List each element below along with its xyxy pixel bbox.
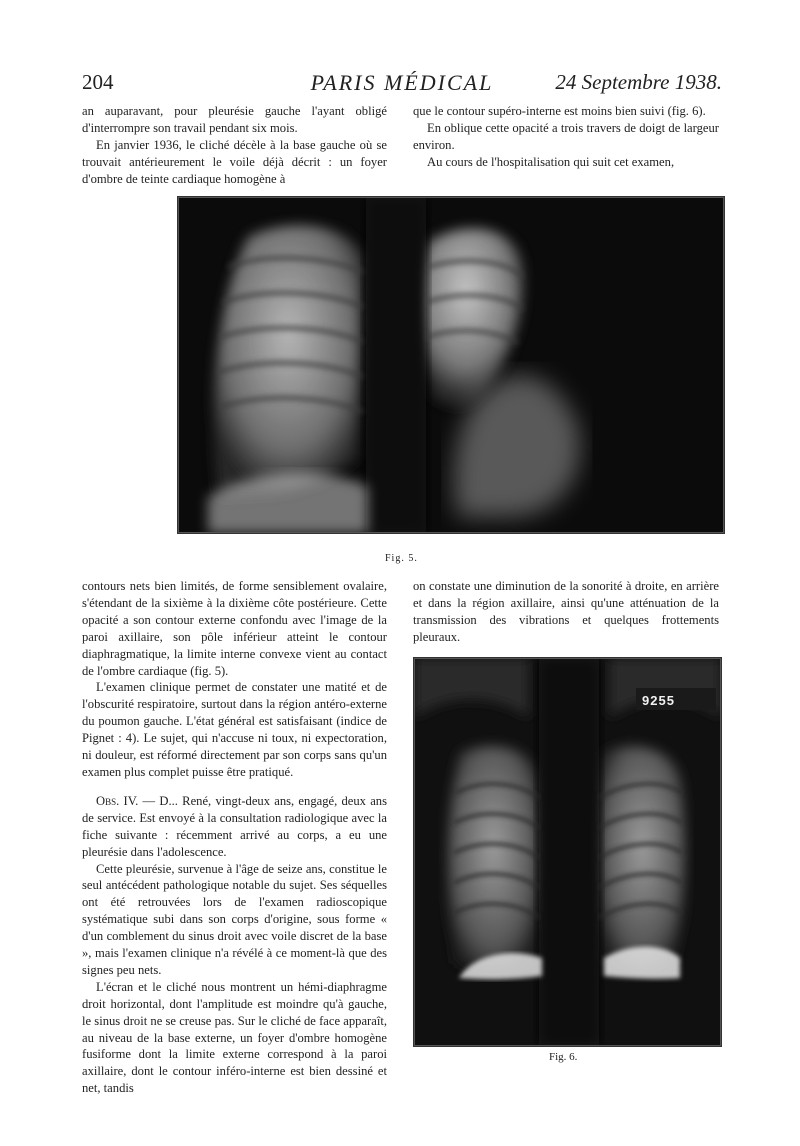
paragraph: L'écran et le cliché nous montrent un hémi-diaphragme droit horizontal, dont l'amplitude est moindre qu'à gauche, le sinus droit ne se creuse pas. Sur le cliché de face apparaît, au niveau de la base externe, un foyer d'ombre homogène fusiforme dont la limite externe correspond à la paroi axillaire, dont le contour inféro-interne est bien dessiné et net, tandis bbox=[82, 979, 387, 1096]
paragraph: En janvier 1936, le cliché décèle à la base gauche où se trouvait antérieurement le voile déjà décrit : un foyer d'ombre de teinte cardiaque homogène à bbox=[82, 137, 387, 186]
paragraph: En oblique cette opacité a trois travers de doigt de largeur environ. bbox=[413, 120, 719, 152]
observation-paragraph bbox=[82, 793, 387, 861]
film-number: 9255 bbox=[642, 693, 675, 708]
page-number: 204 bbox=[82, 70, 114, 94]
paragraph: Au cours de l'hospitalisation qui suit cet examen, bbox=[427, 154, 675, 169]
paragraph: contours nets bien limités, de forme sensiblement ovalaire, s'étendant de la sixième à la dixième côte postérieure. Cette opacité a son contour externe confondu avec l'image de la paroi axillaire, son pôle inférieur atteint le contour diaphragmatique, la limite interne convexe vient au contact de l'ombre cardiaque (fig. 5). bbox=[82, 579, 387, 678]
mid-left-column bbox=[82, 578, 387, 1097]
journal-title: PARIS MÉDICAL bbox=[310, 70, 494, 95]
paragraph: Cette pleurésie, survenue à l'âge de seize ans, constitue le seul antécédent pathologique notable du sujet. Ses séquelles ont été retrouvées lors de l'examen radioscopique systématique subi dans son corps d'origine, sous forme « d'un comblement du sinus droit avec voile discret de la base », mais l'examen clinique n'a révélé à ce moment-là que des signes peu nets. bbox=[82, 861, 387, 977]
paragraph: on constate une diminution de la sonorité à droite, en arrière et dans la région axillaire, ainsi qu'une atténuation de la transmission des vibrations et quelques frottements pleuraux. bbox=[413, 579, 719, 644]
paragraph: que le contour supéro-interne est moins bien suivi (fig. 6). bbox=[413, 104, 706, 118]
running-header bbox=[82, 70, 722, 100]
radiograph-image bbox=[178, 197, 724, 533]
top-left-column bbox=[82, 103, 387, 188]
figure-5-radiograph bbox=[177, 196, 725, 534]
observation-text: — D... René, vingt-deux ans, engagé, deux ans de service. Est envoyé à la consultation radiologique avec la fiche suivante : récemment arrivé au corps, a eu une pleurésie dans l'adolescence. bbox=[82, 793, 387, 859]
issue-date: 24 Septembre 1938. bbox=[555, 70, 722, 94]
top-right-column bbox=[413, 103, 719, 171]
figure-6-caption: Fig. 6. bbox=[549, 1051, 578, 1063]
figure-5-caption: Fig. 5. bbox=[385, 553, 418, 564]
figure-6-radiograph bbox=[413, 657, 722, 1047]
mid-right-column bbox=[413, 578, 719, 646]
observation-label: Obs. IV. bbox=[96, 793, 139, 808]
paragraph: L'examen clinique permet de constater une matité et de l'obscurité respiratoire, surtout dans la région antéro-externe du poumon gauche. L'état général est satisfaisant (indice de Pignet : 4). Le sujet, qui n'accuse ni toux, ni expectoration, ni douleur, est réformé directement par son corps sans qu'un examen plus complet puisse être pratiqué. bbox=[82, 680, 387, 779]
radiograph-image bbox=[414, 658, 721, 1046]
paragraph: an auparavant, pour pleurésie gauche l'ayant obligé d'interrompre son travail pendant six mois. bbox=[82, 104, 387, 135]
